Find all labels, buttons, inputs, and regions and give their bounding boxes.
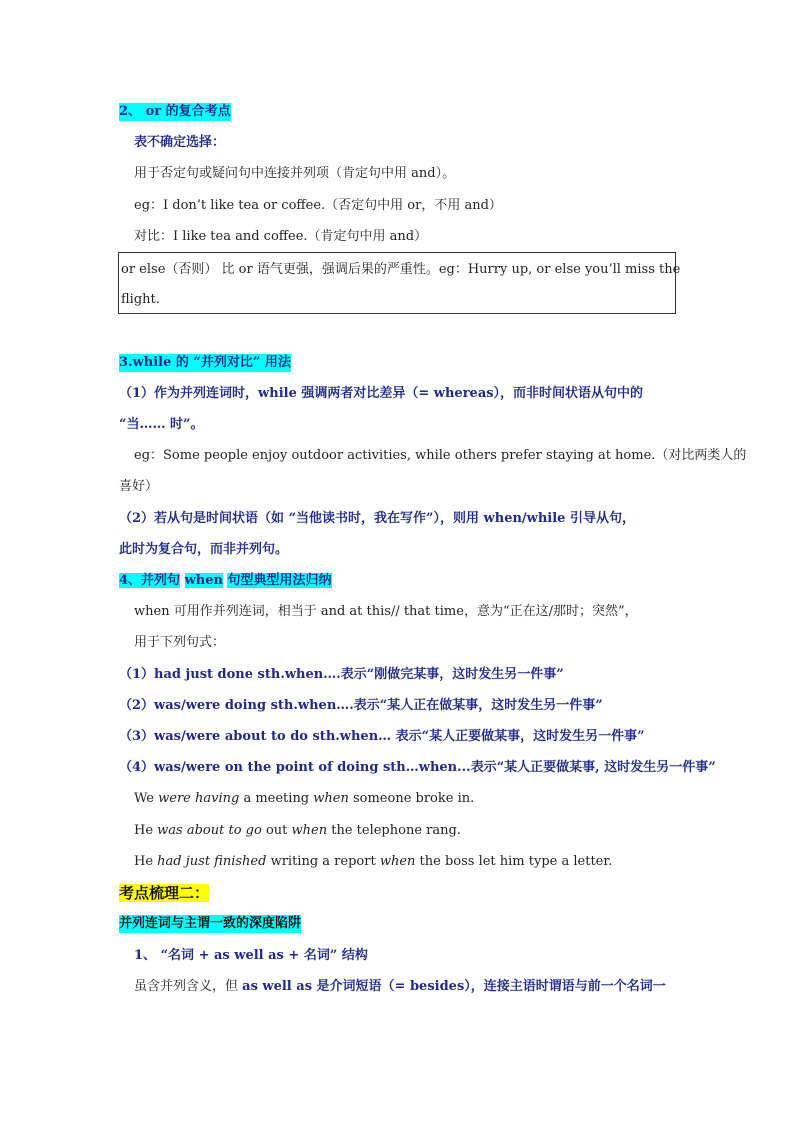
section-3-example-1: eg：Some people enjoy outdoor activities, while others prefer staying at home.（对比两类人的 bbox=[134, 448, 747, 463]
topic-2-item-1-heading: 1、 “名词 + as well as + 名词” 结构 bbox=[134, 948, 368, 963]
ex2-part: out bbox=[261, 823, 292, 838]
ex3-part: He bbox=[134, 854, 158, 869]
section-2-line-2: eg：I don’t like tea or coffee.（否定句中用 or，不用 and） bbox=[134, 198, 502, 213]
ex3-part: writing a report bbox=[266, 854, 380, 869]
section-2-subheading: 表不确定选择： bbox=[134, 135, 226, 150]
or-else-note-box bbox=[118, 252, 681, 314]
topic-2-heading: 考点梳理二： bbox=[119, 884, 210, 902]
section-3-point-2a: （2）若从句是时间状语（如 “当他读书时，我在写作”），则用 when/while 引导从句， bbox=[119, 511, 635, 526]
section-4-example-1 bbox=[134, 790, 474, 808]
section-4-intro-1: when 可用作并列连词，相当于 and at this// that time，意为“正在这/那时；突然”， bbox=[134, 604, 638, 619]
section-4-item-1: （1）had just done sth.when….表示“刚做完某事，这时发生另一件事” bbox=[119, 667, 564, 682]
ex1-part: someone broke in. bbox=[348, 791, 475, 806]
section-4-item-2: （2）was/were doing sth.when….表示“某人正在做某事，这时发生另一件事” bbox=[119, 698, 603, 713]
section-2-heading: 2、 or 的复合考点 bbox=[119, 104, 231, 119]
or-else-note-line-2: flight. bbox=[121, 292, 160, 307]
section-4-heading-part-a: 4、并列句 bbox=[119, 573, 181, 588]
ex3-part: the boss let him type a letter. bbox=[415, 854, 613, 869]
section-4-example-2 bbox=[134, 822, 461, 840]
section-3-example-2: 喜好） bbox=[119, 479, 159, 494]
ex3-verb: had just finished bbox=[157, 854, 267, 869]
section-4-heading-part-c: 句型典型用法归纳 bbox=[227, 573, 332, 588]
ex2-part: the telephone rang. bbox=[327, 823, 461, 838]
topic-2-text-part-a: 虽含并列含义，但 bbox=[134, 979, 243, 994]
topic-2-item-1-text bbox=[134, 978, 666, 996]
ex1-part: a meeting bbox=[239, 791, 314, 806]
topic-2-text-part-b: as well as 是介词短语（= besides），连接主语时谓语与前一个名词一 bbox=[242, 979, 666, 994]
section-4-item-4: （4）was/were on the point of doing sth…when...表示“某人正要做某事, 这时发生另一件事” bbox=[119, 760, 716, 775]
section-4-heading-part-b: when bbox=[184, 573, 223, 588]
section-4-heading bbox=[119, 572, 332, 590]
or-else-note-line-1: or else（否则） 比 or 语气更强，强调后果的严重性。eg：Hurry up, or else you’ll miss the bbox=[121, 262, 681, 277]
ex1-when: when bbox=[313, 791, 349, 806]
section-3-heading: 3.while 的 “并列对比” 用法 bbox=[119, 355, 291, 370]
ex2-when: when bbox=[291, 823, 328, 838]
section-2-line-3: 对比：I like tea and coffee.（肯定句中用 and） bbox=[134, 229, 428, 244]
ex2-part: He bbox=[134, 823, 158, 838]
section-3-point-2b: 此时为复合句，而非并列句。 bbox=[119, 542, 289, 557]
section-2-line-1: 用于否定句或疑问句中连接并列项（肯定句中用 and）。 bbox=[134, 166, 456, 181]
ex1-verb: were having bbox=[158, 791, 240, 806]
section-4-item-3: （3）was/were about to do sth.when… 表示“某人正要做某事，这时发生另一件事” bbox=[119, 729, 645, 744]
section-4-intro-2: 用于下列句式： bbox=[134, 635, 226, 650]
section-4-example-3 bbox=[134, 853, 612, 871]
ex2-verb: was about to go bbox=[157, 823, 262, 838]
ex3-when: when bbox=[379, 854, 416, 869]
section-3-point-1b: “当…… 时”。 bbox=[119, 417, 204, 432]
section-3-point-1a: （1）作为并列连词时，while 强调两者对比差异（= whereas），而非时间状语从句中的 bbox=[119, 386, 644, 401]
topic-2-subheading: 并列连词与主谓一致的深度陷阱 bbox=[119, 916, 302, 931]
ex1-part: We bbox=[134, 791, 159, 806]
